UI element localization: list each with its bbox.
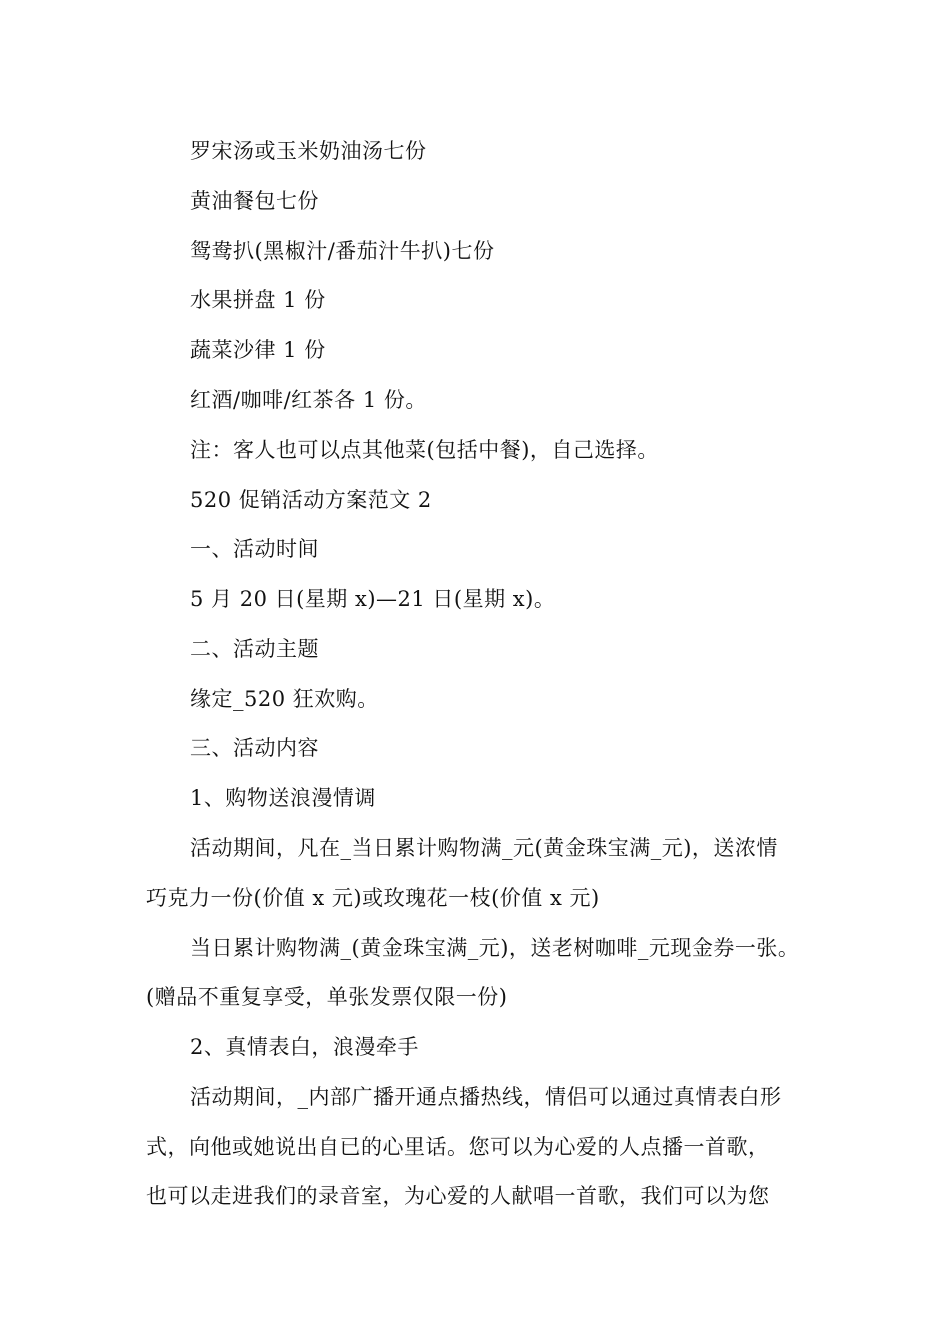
text-line: 活动期间，凡在_当日累计购物满_元(黄金珠宝满_元)，送浓情 (190, 836, 778, 860)
text-line: 鸳鸯扒(黑椒汁/番茄汁牛扒)七份 (190, 239, 495, 263)
text-line: 注：客人也可以点其他菜(包括中餐)，自己选择。 (190, 438, 659, 462)
text-line: 式，向他或她说出自已的心里话。您可以为心爱的人点播一首歌， (146, 1135, 770, 1159)
subheading: 2、真情表白，浪漫牵手 (190, 1035, 419, 1059)
heading: 一、活动时间 (190, 537, 319, 561)
text-line: 巧克力一份(价值 x 元)或玫瑰花一枝(价值 x 元) (146, 886, 600, 910)
text-line: 红酒/咖啡/红茶各 1 份。 (190, 388, 427, 412)
text-line: 水果拼盘 1 份 (190, 288, 326, 312)
text-line: 活动期间，_内部广播开通点播热线，情侣可以通过真情表白形 (190, 1085, 782, 1109)
heading: 三、活动内容 (190, 736, 319, 760)
text-line: 罗宋汤或玉米奶油汤七份 (190, 139, 427, 163)
text-line: 当日累计购物满_(黄金珠宝满_元)，送老树咖啡_元现金券一张。 (190, 936, 800, 960)
text-line: 缘定_520 狂欢购。 (190, 687, 379, 711)
section-title: 520 促销活动方案范文 2 (190, 488, 432, 512)
heading: 二、活动主题 (190, 637, 319, 661)
text-line: 黄油餐包七份 (190, 189, 319, 213)
text-line: (赠品不重复享受，单张发票仅限一份) (146, 985, 508, 1009)
subheading: 1、购物送浪漫情调 (190, 786, 376, 810)
text-line: 蔬菜沙律 1 份 (190, 338, 326, 362)
text-line: 5 月 20 日(星期 x)—21 日(星期 x)。 (190, 587, 556, 611)
text-line: 也可以走进我们的录音室，为心爱的人献唱一首歌，我们可以为您 (146, 1184, 770, 1208)
